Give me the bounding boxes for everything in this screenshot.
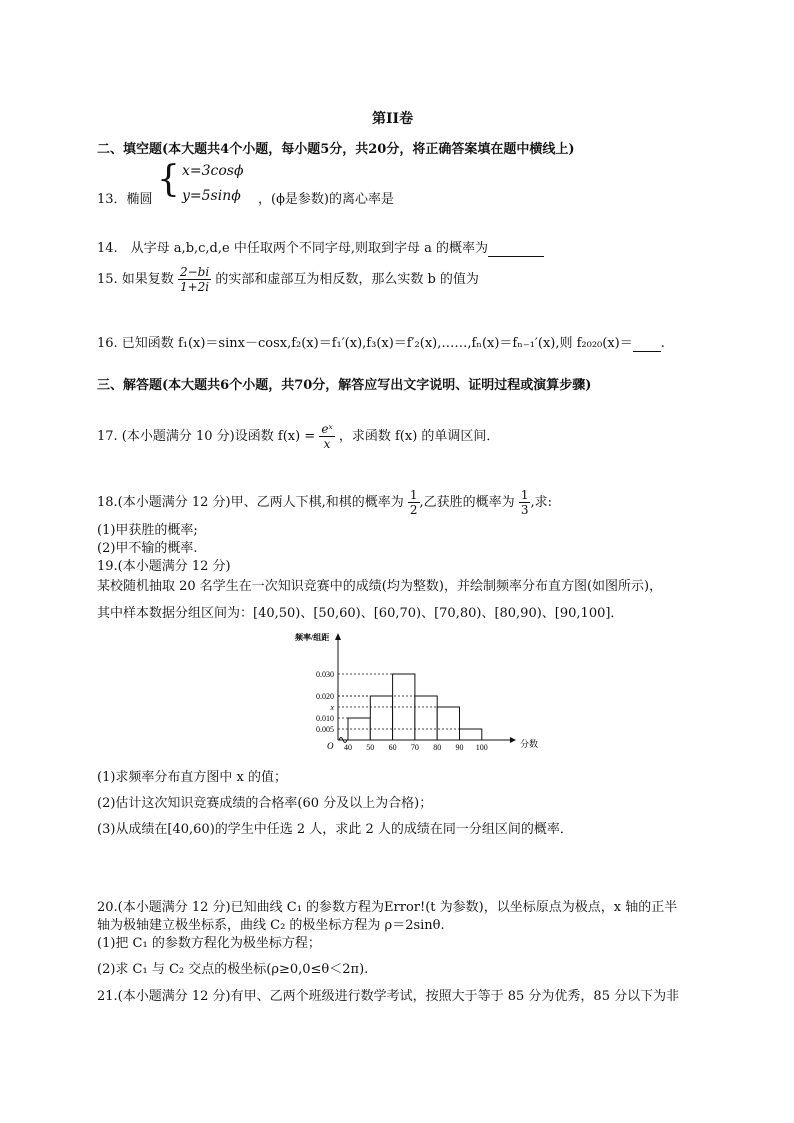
- origin-label: O: [327, 741, 334, 751]
- q15-fraction: [178, 265, 211, 294]
- histogram-bar: [415, 696, 437, 740]
- q17-fraction: [319, 422, 334, 451]
- y-tick-label: 0.030: [316, 670, 334, 679]
- section-title: 第II卷: [372, 111, 414, 127]
- y-tick-label: 0.010: [316, 714, 334, 723]
- y-axis-label: 频率/组距: [295, 633, 330, 642]
- q15-denominator: 1+2i: [179, 280, 210, 294]
- q21-line1: 21.(本小题满分 12 分)有甲、乙两个班级进行数学考试，按照大于等于 85 分为优秀，85 分以下为非: [97, 989, 680, 1004]
- q19-sub3: (3)从成绩在[40,60)的学生中任选 2 人，求此 2 人的成绩在同一分组区间的概率．: [97, 822, 573, 837]
- q19-sub1: (1)求频率分布直方图中 x 的值；: [97, 770, 288, 785]
- q18-frac1-num: 1: [409, 488, 418, 502]
- q18-sub1: (1)甲获胜的概率;: [97, 523, 198, 538]
- q17-prefix: 17. (本小题满分 10 分)设函数 f(x) =: [97, 429, 316, 444]
- q13-eq1: x=3cosϕ: [182, 163, 244, 179]
- q13-prefix: 13．椭圆: [97, 192, 153, 207]
- x-tick-label: 100: [475, 743, 488, 752]
- q19-line2: 其中样本数据分组区间为：[40,50)、[50,60)、[60,70)、[70,80)、[80,90)、[90,100]．: [97, 606, 624, 621]
- x-tick-label: 40: [344, 743, 352, 752]
- q18-frac2-den: 3: [520, 503, 529, 517]
- x-tick-label: 70: [410, 743, 419, 752]
- q16-body: 16. 已知函数 f₁(x)＝sinx－cosx,f₂(x)＝f₁′(x),f₃(x)＝f′₂(x),……,fₙ(x)＝fₙ₋₁′(x),则 f₂₀₂₀(x)＝: [97, 336, 633, 351]
- q18-sub2: (2)甲不输的概率.: [97, 541, 198, 556]
- q13-eq2: y=5sinϕ: [182, 188, 241, 204]
- part3-heading: 三、解答题(本大题共6个小题，共70分，解答应写出文字说明、证明过程或演算步骤): [97, 378, 592, 393]
- q19-line1: 某校随机抽取 20 名学生在一次知识竞赛中的成绩(均为整数)，并绘制频率分布直方图(如图所示)，: [97, 579, 663, 594]
- q19-header: 19.(本小题满分 12 分): [97, 559, 231, 574]
- q13-suffix: ，(ϕ是参数)的离心率是: [258, 192, 395, 207]
- x-tick-label: 80: [433, 743, 442, 752]
- q18-suffix: ,求:: [530, 495, 552, 510]
- x-tick-label: 50: [366, 743, 375, 752]
- q14-body: 14. 从字母 a,b,c,d,e 中任取两个不同字母,则取到字母 a 的概率为: [97, 241, 488, 256]
- q15-prefix: 15. 如果复数: [97, 272, 174, 287]
- q20-sub1: (1)把 C₁ 的参数方程化为极坐标方程；: [97, 936, 321, 951]
- x-tick-label: 90: [455, 743, 464, 752]
- y-tick-label: 0.005: [316, 725, 334, 734]
- q18-middle: ,乙获胜的概率为: [419, 495, 515, 510]
- q19-sub2: (2)估计这次知识竞赛成绩的合格率(60 分及以上为合格)；: [97, 796, 433, 811]
- x-tick-label: 60: [388, 743, 397, 752]
- q18-prefix: 18.(本小题满分 12 分)甲、乙两人下棋,和棋的概率为: [97, 495, 404, 510]
- histogram-plot: [295, 632, 538, 752]
- q15-suffix: 的实部和虚部互为相反数，那么实数 b 的值为: [215, 272, 479, 287]
- q17-denominator: x: [323, 437, 331, 451]
- q14-text: [97, 237, 544, 257]
- q13-brace: {: [157, 159, 180, 200]
- q17-numerator: eˣ: [321, 422, 333, 436]
- q18-frac1-den: 2: [409, 503, 418, 517]
- q16-line: 16. 已知函数 f₁(x)＝sinx－cosx,f₂(x)＝f₁′(x),f₃(x)＝f′₂(x),……,fₙ(x)＝fₙ₋₁′(x),则 f₂₀₂₀(x)＝ .: [97, 336, 665, 351]
- q18-frac2-num: 1: [520, 488, 529, 502]
- y-tick-label: 0.020: [316, 692, 334, 701]
- q15-numerator: 2−bi: [179, 265, 210, 279]
- q18-fraction-draw: [408, 488, 420, 517]
- q16-answer-blank: [633, 336, 661, 352]
- q14-answer-blank: [488, 241, 544, 257]
- y-axis-arrow: [335, 633, 341, 640]
- x-axis-label: 分数: [520, 739, 539, 749]
- histogram-bar: [437, 707, 459, 740]
- part2-heading: 二、填空题(本大题共4个小题，每小题5分，共20分，将正确答案填在题中横线上): [97, 142, 575, 157]
- q18-fraction-win: [519, 488, 531, 517]
- q15-line: [97, 265, 479, 294]
- y-tick-label: x: [330, 703, 334, 712]
- x-axis-arrow: [510, 737, 516, 743]
- q17-suffix: ，求函数 f(x) 的单调区间．: [338, 429, 500, 444]
- q20-sub2: (2)求 C₁ 与 C₂ 交点的极坐标(ρ≥0,0≤θ＜2π).: [97, 962, 369, 977]
- frequency-histogram: [290, 628, 540, 756]
- q20-line2: 轴为极轴建立极坐标系，曲线 C₂ 的极坐标方程为 ρ＝2sinθ.: [97, 918, 445, 933]
- histogram-bar: [370, 696, 392, 740]
- q18-line: [97, 488, 552, 517]
- histogram-bar: [460, 729, 482, 740]
- q20-line1: 20.(本小题满分 12 分)已知曲线 C₁ 的参数方程为Error!(t 为参数)，以坐标原点为极点，x 轴的正半: [97, 900, 678, 915]
- q17-line: [97, 422, 499, 451]
